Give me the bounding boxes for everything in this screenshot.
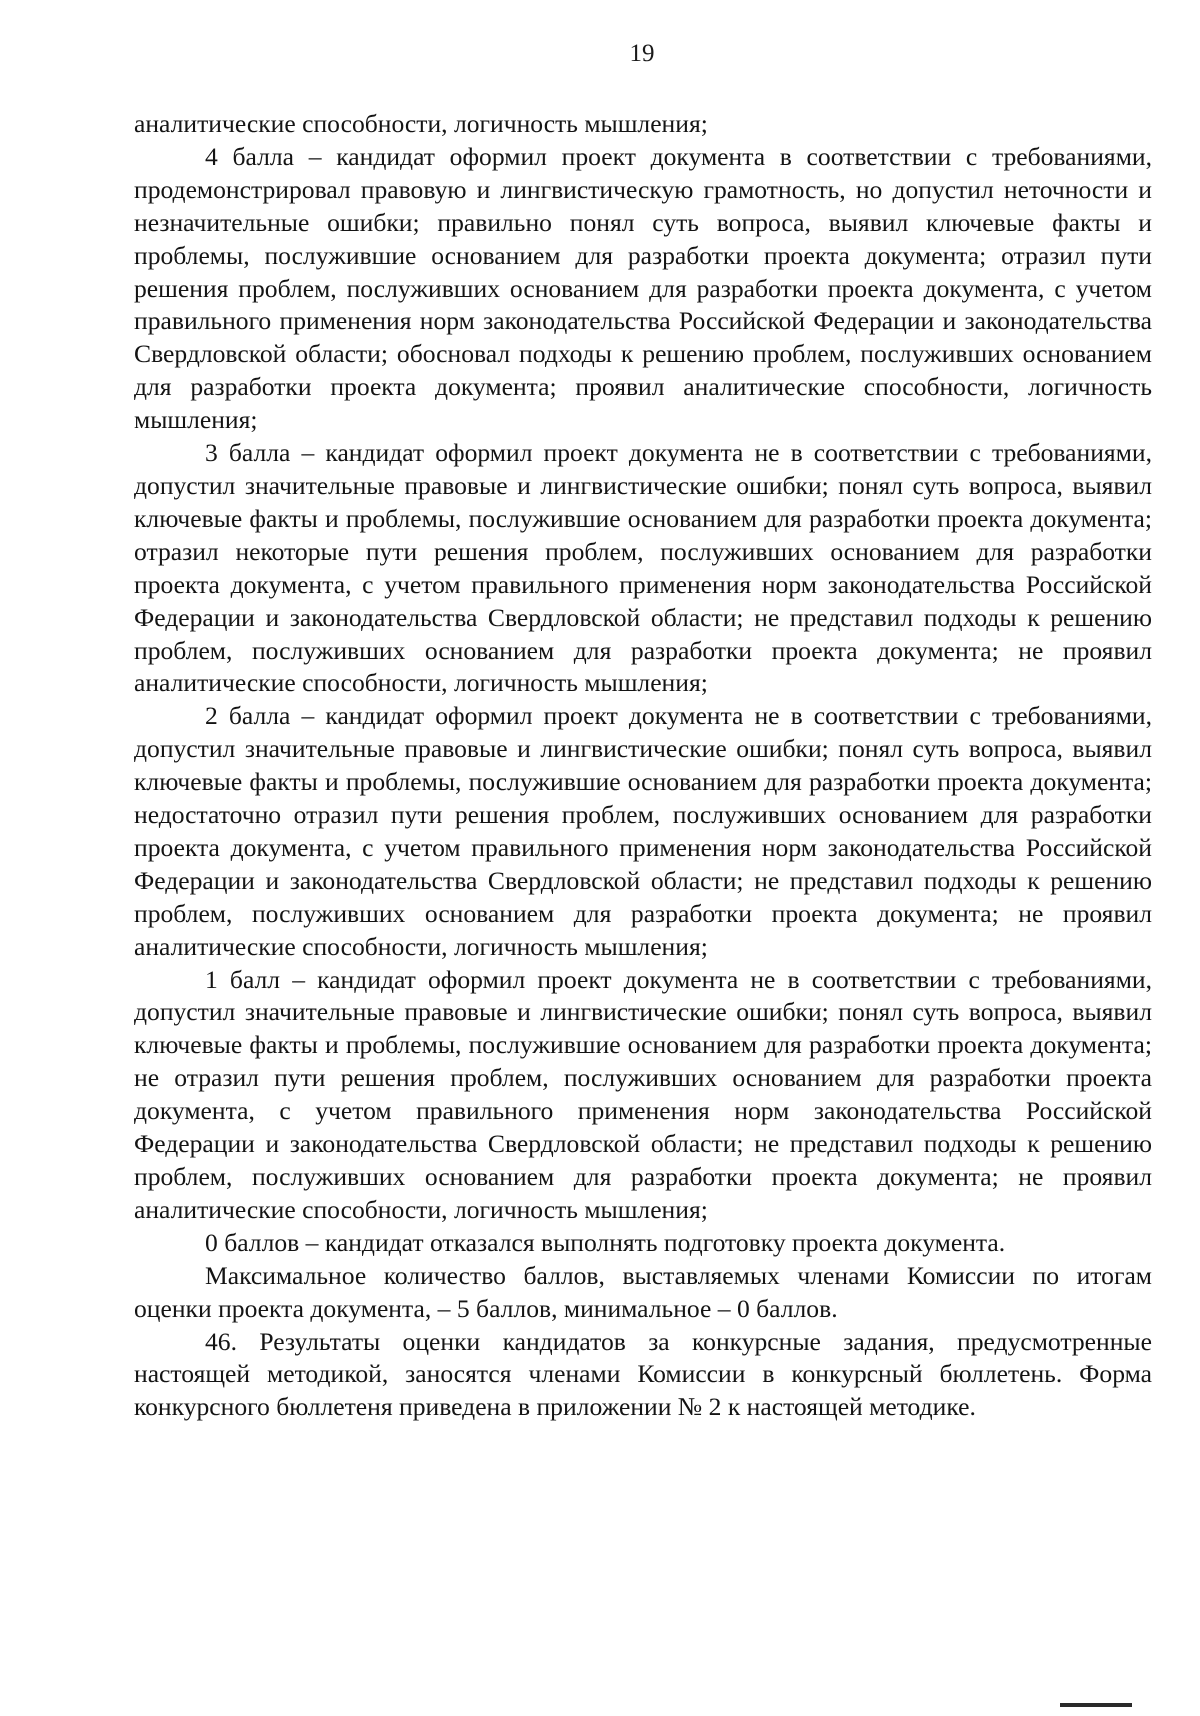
paragraph-continuation: аналитические способности, логичность мышления;: [134, 109, 708, 138]
paragraph-score-0: 0 баллов – кандидат отказался выполнять подготовку проекта документа.: [205, 1227, 1006, 1257]
paragraph-score-2: 2 балла – кандидат оформил проект документа не в соответствии с требованиями, допустил значительные правовые и лингвистические ошибки; понял суть вопроса, выявил ключевые факты и проблемы, послужившие основанием для разработки проекта документа; недостаточно отразил пути решения проблем, послуживших основанием для разработки проекта документа, с учетом правильного применения норм законодательства Российской Федерации и законодательства Свердловской области; не представил подходы к решению проблем, послуживших основанием для разработки проекта документа; не проявил аналитические способности, логичность мышления;: [134, 701, 1152, 961]
paragraph-max-score: Максимальное количество баллов, выставляемых членами Комиссии по итогам оценки проекта документа, – 5 баллов, минимальное – 0 баллов.: [134, 1260, 1152, 1323]
paragraph-score-4: 4 балла – кандидат оформил проект документа в соответствии с требованиями, продемонстрировал правовую и лингвистическую грамотность, но допустил неточности и незначительные ошибки; правильно понял суть вопроса, выявил ключевые факты и проблемы, послужившие основанием для разработки проекта документа; отразил пути решения проблем, послуживших основанием для разработки проекта документа, с учетом правильного применения норм законодательства Российской Федерации и законодательства Свердловской области; обосновал подходы к решению проблем, послуживших основанием для разработки проекта документа; проявил аналитические способности, логичность мышления;: [134, 141, 1152, 435]
paragraph-score-3: 3 балла – кандидат оформил проект документа не в соответствии с требованиями, допустил значительные правовые и лингвистические ошибки; понял суть вопроса, выявил ключевые факты и проблемы, послужившие основанием для разработки проекта документа; отразил некоторые пути решения проблем, послуживших основанием для разработки проекта документа, с учетом правильного применения норм законодательства Российской Федерации и законодательства Свердловской области; не представил подходы к решению проблем, послуживших основанием для разработки проекта документа; не проявил аналитические способности, логичность мышления;: [134, 438, 1152, 698]
page-number: 19: [629, 40, 655, 67]
document-body: [134, 108, 1152, 1424]
footer-scan-mark: [1060, 1703, 1132, 1707]
paragraph-score-1: 1 балл – кандидат оформил проект документа не в соответствии с требованиями, допустил значительные правовые и лингвистические ошибки; понял суть вопроса, выявил ключевые факты и проблемы, послужившие основанием для разработки проекта документа; не отразил пути решения проблем, послуживших основанием для разработки проекта документа, с учетом правильного применения норм законодательства Российской Федерации и законодательства Свердловской области; не представил подходы к решению проблем, послуживших основанием для разработки проекта документа; не проявил аналитические способности, логичность мышления;: [134, 964, 1152, 1224]
paragraph-item-46: 46. Результаты оценки кандидатов за конкурсные задания, предусмотренные настоящей методикой, заносятся членами Комиссии в конкурсный бюллетень. Форма конкурсного бюллетеня приведена в приложении № 2 к настоящей методике.: [134, 1326, 1152, 1422]
